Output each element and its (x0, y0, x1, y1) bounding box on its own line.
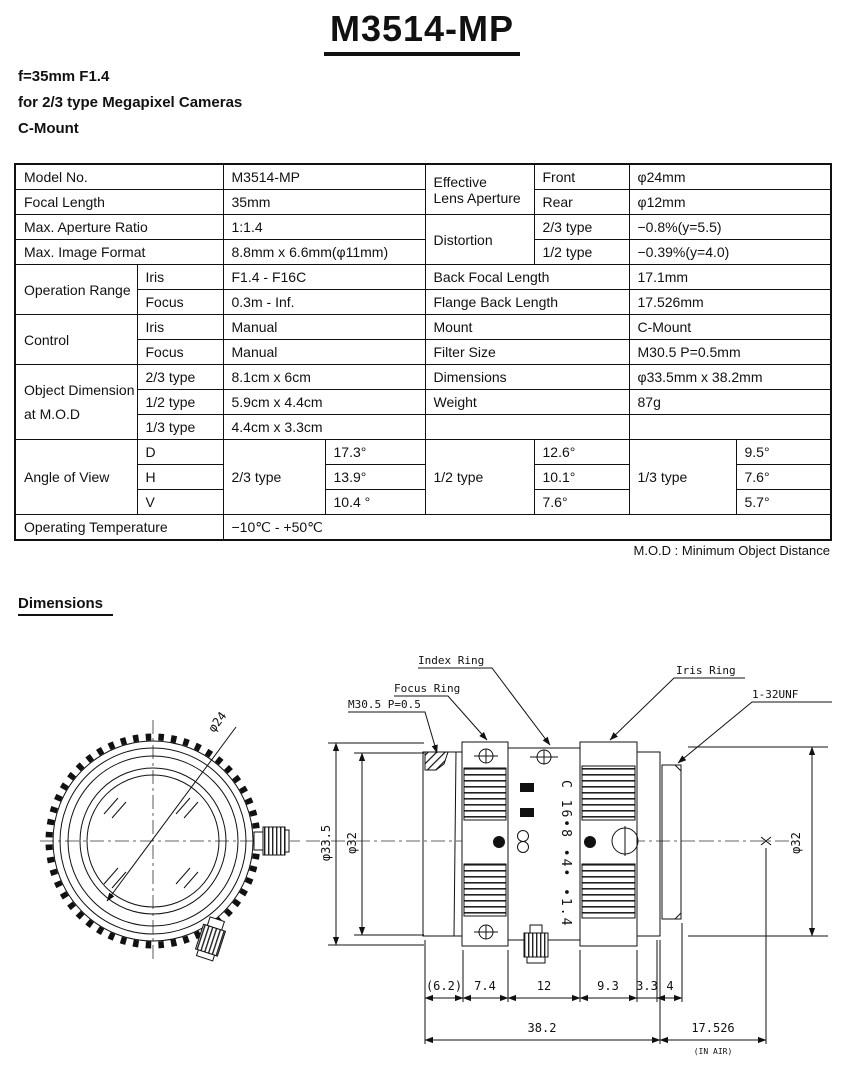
focus-ring (462, 742, 508, 946)
filter-thread-section (425, 752, 448, 770)
focus-ring-label: Focus Ring (394, 682, 461, 695)
spec-value: −10℃ - +50℃ (223, 515, 831, 541)
spec-sublabel: 1/2 type (425, 440, 534, 515)
spec-value: 1:1.4 (223, 215, 425, 240)
spec-label (15, 365, 137, 440)
dim-4: 4 (666, 979, 674, 993)
spec-sublabel: Front (534, 164, 629, 190)
left-dia-dims (319, 743, 424, 945)
spec-label: Distortion (425, 215, 534, 265)
spec-value: M3514-MP (223, 164, 425, 190)
spec-value: 7.6° (736, 465, 831, 490)
spec-value: Manual (223, 340, 425, 365)
table-row (15, 440, 831, 465)
spec-value: 17.526mm (629, 290, 831, 315)
spec-value: 9.5° (736, 440, 831, 465)
spec-value: 5.7° (736, 490, 831, 515)
table-row (15, 365, 831, 390)
index-ring-label: Index Ring (418, 654, 485, 667)
spec-value: 13.9° (325, 465, 425, 490)
dim-12: 12 (536, 979, 552, 993)
table-row (15, 515, 831, 541)
rear-section (637, 752, 660, 936)
spec-sublabel: 2/3 type (223, 440, 325, 515)
dim-6-2: (6.2) (425, 979, 463, 993)
mod-note: M.O.D : Minimum Object Distance (633, 543, 830, 558)
spec-sublabel: Rear (534, 190, 629, 215)
subtitle-focal: f=35mm F1.4 (18, 68, 110, 85)
front-thumbscrew-bottom (194, 916, 229, 962)
spec-sublabel: 1/2 type (534, 240, 629, 265)
spec-sublabel: D (137, 440, 223, 465)
spec-value: φ12mm (629, 190, 831, 215)
table-row (15, 415, 831, 440)
iris-ring-label: Iris Ring (676, 664, 736, 677)
spec-value: M30.5 P=0.5mm (629, 340, 831, 365)
subtitle-sensor: for 2/3 type Megapixel Cameras (18, 94, 243, 111)
spec-value: 17.3° (325, 440, 425, 465)
subtitle-mount: C-Mount (18, 120, 79, 137)
outer-dia-label: φ33.5 (319, 824, 333, 862)
spec-value: 8.1cm x 6cm (223, 365, 425, 390)
dimension-drawing (0, 636, 844, 1066)
dim-9-3: 9.3 (597, 979, 619, 993)
iris-index-dot (584, 836, 596, 848)
filter-thread-label: M30.5 P=0.5 (348, 698, 421, 711)
spec-value: φ24mm (629, 164, 831, 190)
spec-sublabel: Iris (137, 265, 223, 290)
spec-label: Filter Size (425, 340, 629, 365)
lock-thumbscrew (524, 933, 548, 957)
front-thumbscrew-side (254, 827, 289, 855)
spec-value: 5.9cm x 4.4cm (223, 390, 425, 415)
spec-label: Max. Aperture Ratio (15, 215, 223, 240)
spec-sublabel: 2/3 type (534, 215, 629, 240)
dim-overall: 38.2 (527, 1021, 557, 1035)
spec-value: 17.1mm (629, 265, 831, 290)
spec-label-line: Object Dimension (24, 382, 135, 398)
spec-value: 8.8mm x 6.6mm(φ11mm) (223, 240, 425, 265)
front-view (40, 709, 300, 962)
spec-label: Back Focal Length (425, 265, 629, 290)
table-row (15, 290, 831, 315)
table-row (15, 240, 831, 265)
spec-value: 4.4cm x 3.3cm (223, 415, 425, 440)
spec-value: 87g (629, 390, 831, 415)
spec-value: −0.39%(y=4.0) (629, 240, 831, 265)
mount-thread-ring (662, 765, 681, 919)
index-ring-section (508, 748, 580, 963)
table-row (15, 164, 831, 190)
spec-label: Mount (425, 315, 629, 340)
spec-label (425, 164, 534, 215)
mount-dia-label: φ32 (789, 832, 803, 854)
front-dia-line (107, 727, 236, 901)
spec-label: Operating Temperature (15, 515, 223, 541)
table-row (15, 340, 831, 365)
spec-sublabel: Iris (137, 315, 223, 340)
spec-label: Dimensions (425, 365, 629, 390)
dimensions-heading: Dimensions (18, 595, 113, 616)
spec-value: −0.8%(y=5.5) (629, 215, 831, 240)
spec-table (14, 163, 832, 541)
spec-label-line: Lens Aperture (433, 189, 521, 206)
spec-value: 10.1° (534, 465, 629, 490)
mount-thread-label: 1-32UNF (752, 688, 799, 701)
glass-hatch (104, 798, 198, 888)
spec-sublabel: 1/3 type (629, 440, 736, 515)
spec-value: 0.3m - Inf. (223, 290, 425, 315)
table-row (15, 190, 831, 215)
table-row (15, 390, 831, 415)
right-dia-dim (688, 747, 828, 936)
spec-label: Control (15, 315, 137, 365)
in-air-note: (IN AIR) (693, 1047, 733, 1056)
spec-label: Max. Image Format (15, 240, 223, 265)
spec-label-line: Effective (433, 173, 487, 190)
spec-label-line: at M.O.D (24, 406, 81, 422)
focus-index-dot (493, 836, 505, 848)
spec-label: Model No. (15, 164, 223, 190)
spec-sublabel: 2/3 type (137, 365, 223, 390)
iris-ring-section (580, 742, 638, 946)
spec-label: Flange Back Length (425, 290, 629, 315)
spec-sublabel: V (137, 490, 223, 515)
spec-value: Manual (223, 315, 425, 340)
side-view (306, 654, 832, 1056)
spec-sublabel: 1/3 type (137, 415, 223, 440)
spec-empty-cell (425, 415, 629, 440)
aperture-scale: C 16•8 •4• •1.4 (558, 780, 573, 928)
spec-value: C-Mount (629, 315, 831, 340)
dim-3-3: 3.3 (636, 979, 658, 993)
spec-sublabel: Focus (137, 340, 223, 365)
spec-empty-cell (629, 415, 831, 440)
page-title: M3514-MP (0, 8, 844, 56)
spec-value: 35mm (223, 190, 425, 215)
spec-value: F1.4 - F16C (223, 265, 425, 290)
dim-flange: 17.526 (691, 1021, 735, 1035)
spec-value: 10.4 ° (325, 490, 425, 515)
table-row (15, 265, 831, 290)
dim-7-4: 7.4 (474, 979, 496, 993)
spec-sublabel: 1/2 type (137, 390, 223, 415)
barrel-dia-label: φ32 (345, 832, 359, 854)
spec-sublabel: H (137, 465, 223, 490)
spec-value: 12.6° (534, 440, 629, 465)
spec-sublabel: Focus (137, 290, 223, 315)
table-row (15, 315, 831, 340)
spec-label: Weight (425, 390, 629, 415)
spec-label: Angle of View (15, 440, 137, 515)
table-row (15, 215, 831, 240)
front-dia-label: φ24 (205, 709, 230, 735)
spec-label: Focal Length (15, 190, 223, 215)
spec-label: Operation Range (15, 265, 137, 315)
spec-value: 7.6° (534, 490, 629, 515)
spec-value: φ33.5mm x 38.2mm (629, 365, 831, 390)
